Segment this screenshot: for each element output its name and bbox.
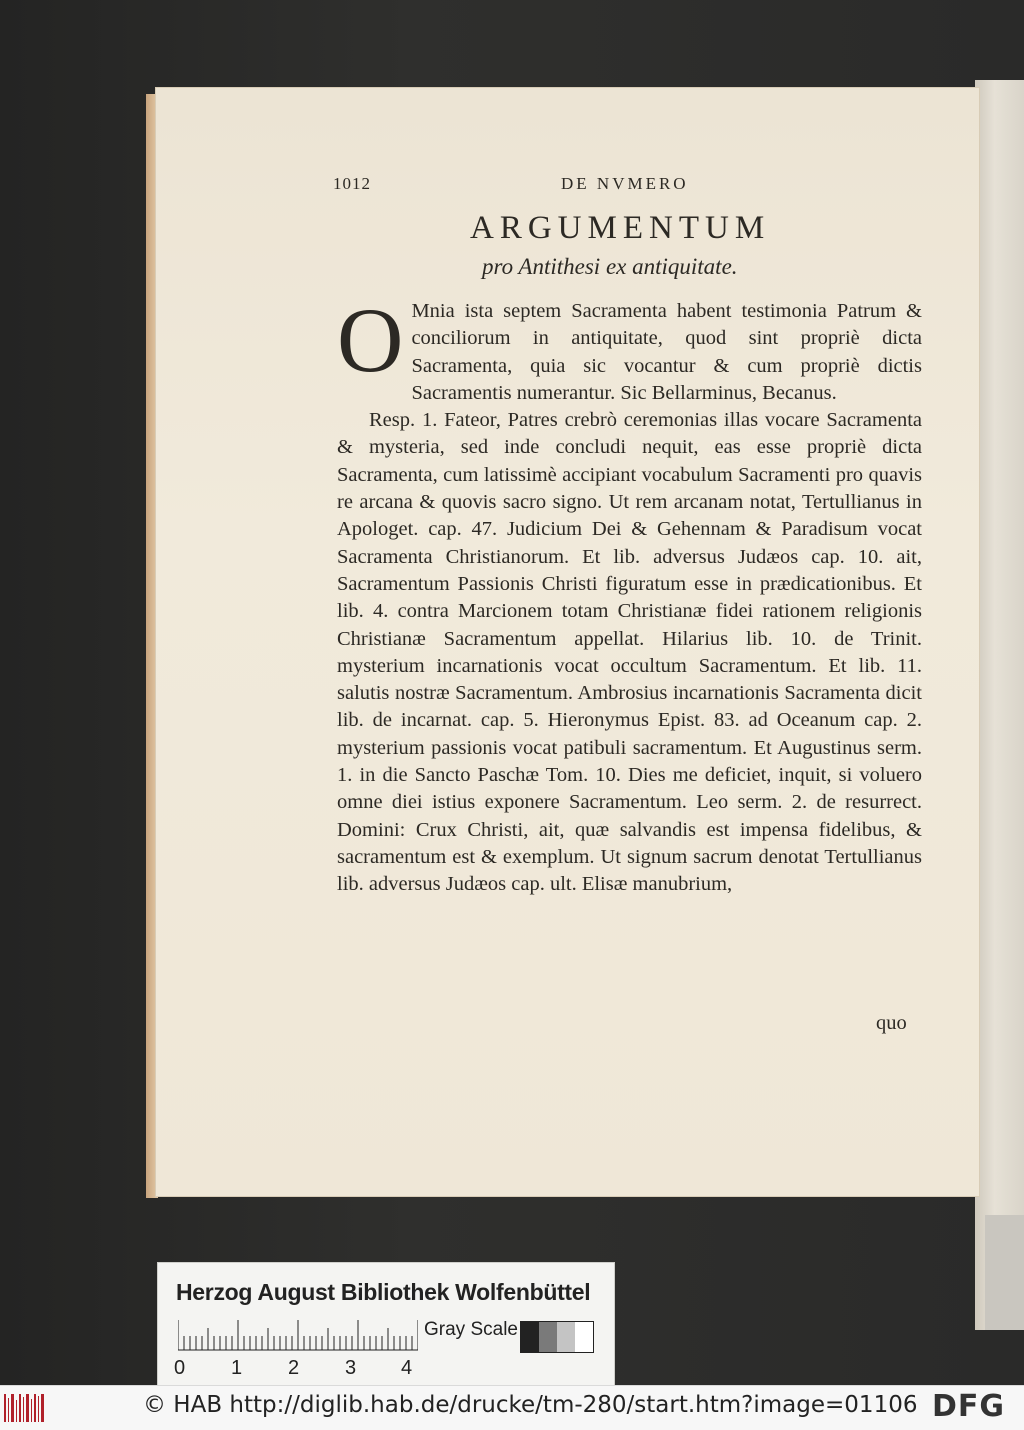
gray-scale-swatches	[520, 1321, 594, 1353]
running-head-title: DE NVMERO	[561, 174, 689, 193]
gray-swatch	[557, 1322, 575, 1352]
paragraph-2: Resp. 1. Fateor, Patres crebrò ceremonias illas vocare Sacramenta & mysteria, sed inde concludi nequit, eas esse propriè dicta Sacramenta, cum latissimè accipiant vocabulum Sacramenti pro quavis re arcana & quovis sacro signo. Ut rem arcanam notat, Tertullianus in Apologet. cap. 47. Judicium Dei & Gehennam & Paradisum vocat Sacramenta Christianorum. Et lib. adversus Judæos cap. 10. ait, Sacramentum Passionis Christi figuratum esse in prædicationibus. Et lib. 4. contra Marcionem totam Christianæ fidei rationem religionis Christianæ Sacramentum appellat. Hilarius lib. 10. de Trinit. mysterium incarnationis vocat occultum Sacramentum. Et lib. 11. salutis nostræ Sacramentum. Ambrosius incarnationis Sacramenta dicit lib. de incarnat. cap. 5. Hieronymus Epist. 83. ad Oceanum cap. 2. mysterium passionis vocat patibuli sacramentum. Et Augustinus serm. 1. in die Sancto Paschæ Tom. 10. Dies me deficiet, inquit, si voluero omne diei istius exponere Sacramentum. Leo serm. 2. de resurrect. Domini: Crux Christi, ait, quæ salvandis est impensa fidelibus, & sacramentum est & exemplum. Ut signum sacrum denotat Tertullianus lib. adversus Judæos cap. ult. Elisæ manubrium,	[337, 409, 922, 896]
ruler	[178, 1319, 418, 1351]
gray-swatch	[521, 1322, 539, 1352]
institution-name: Herzog August Bibliothek Wolfenbüttel	[176, 1279, 591, 1305]
paragraph-1	[337, 289, 922, 407]
footer-credit: © HAB http://diglib.hab.de/drucke/tm-280/start.htm?image=01106	[143, 1392, 918, 1418]
footer-bar	[0, 1385, 1024, 1430]
adjacent-page-shadow	[985, 1215, 1024, 1330]
section-subtitle: pro Antithesi ex antiquitate.	[482, 254, 738, 279]
book-page	[156, 88, 979, 1196]
body-text	[337, 289, 922, 899]
gray-scale-label: Gray Scale	[424, 1319, 518, 1340]
ruler-number: 0	[174, 1357, 186, 1379]
section-title: ARGUMENTUM	[470, 210, 771, 246]
gray-swatch	[575, 1322, 593, 1352]
dfg-logo: DFG	[932, 1389, 1006, 1424]
ruler-number: 3	[345, 1357, 357, 1379]
barcode-icon	[4, 1394, 44, 1422]
ruler-number: 4	[401, 1357, 413, 1379]
library-label	[157, 1262, 615, 1388]
catchword: quo	[876, 1012, 907, 1034]
adjacent-page-edge	[975, 80, 1024, 1330]
drop-cap: O	[337, 289, 404, 391]
ruler-number: 2	[288, 1357, 300, 1379]
paragraph-1-text: Mnia ista septem Sacramenta habent testimonia Patrum & conciliorum in antiquitate, quod sint propriè dicta Sacramenta, quia sic vocantur & cum propriè dictis Sacramentis numerantur. Sic Bellarminus, Becanus.	[411, 300, 922, 404]
page-number: 1012	[333, 174, 371, 193]
gray-swatch	[539, 1322, 557, 1352]
ruler-number: 1	[231, 1357, 243, 1379]
running-head	[156, 174, 979, 196]
